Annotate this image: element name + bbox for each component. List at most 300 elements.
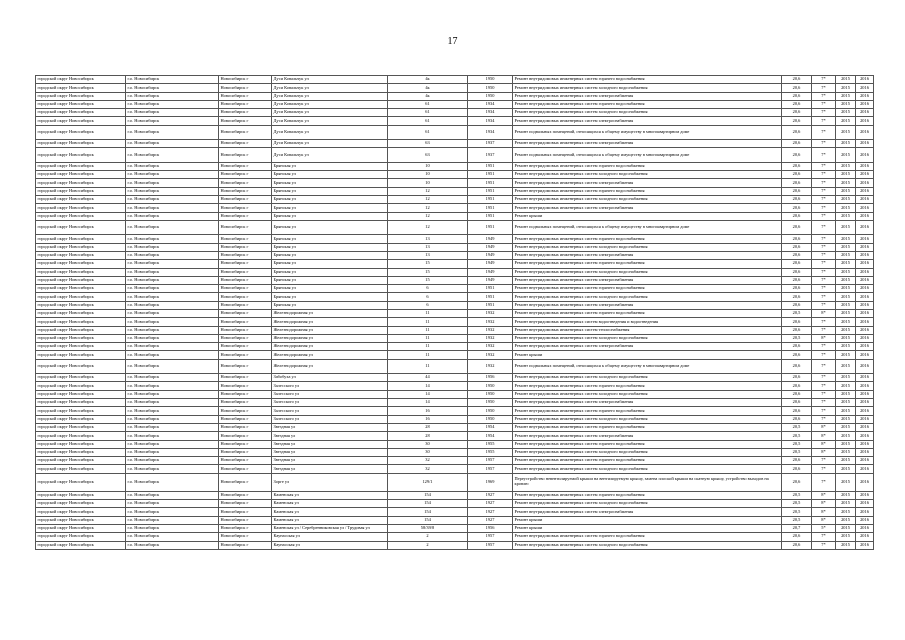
end-year-cell: 2016: [856, 171, 874, 179]
end-year-cell: 2016: [856, 140, 874, 148]
rate-cell: 20,6: [782, 243, 812, 251]
build-year-cell: 1927: [468, 508, 513, 516]
start-year-cell: 2015: [836, 179, 856, 187]
locality-cell: Новосибирск г: [219, 541, 272, 549]
locality-cell: Новосибирск г: [219, 260, 272, 268]
street-cell: Дуси Ковальчук ул: [272, 109, 388, 117]
locality-cell: Новосибирск г: [219, 465, 272, 473]
rate-cell: 20,6: [782, 76, 812, 84]
house-number-cell: 154: [388, 491, 468, 499]
work-type-cell: Ремонт внутридомовых инженерных систем горячего водоснабжения: [513, 457, 782, 465]
house-number-cell: 16: [388, 407, 468, 415]
start-year-cell: 2015: [836, 415, 856, 423]
district-cell: г.о. Новосибирск: [126, 351, 219, 359]
municipality-cell: городской округ Новосибирск: [36, 276, 126, 284]
municipality-cell: городской округ Новосибирск: [36, 235, 126, 243]
house-number-cell: 28: [388, 423, 468, 431]
municipality-cell: городской округ Новосибирск: [36, 533, 126, 541]
work-type-cell: Ремонт внутридомовых инженерных систем электроснабжения: [513, 140, 782, 148]
district-cell: г.о. Новосибирск: [126, 407, 219, 415]
house-number-cell: 30: [388, 448, 468, 456]
build-year-cell: 1934: [468, 117, 513, 125]
table-row: [36, 179, 874, 187]
street-cell: Железнодорожная ул: [272, 318, 388, 326]
locality-cell: Новосибирск г: [219, 148, 272, 162]
street-cell: Железнодорожная ул: [272, 359, 388, 373]
street-cell: Брянская ул: [272, 171, 388, 179]
district-cell: г.о. Новосибирск: [126, 251, 219, 259]
start-year-cell: 2015: [836, 243, 856, 251]
indicator-cell: 7*: [812, 171, 836, 179]
table-row: [36, 473, 874, 491]
rate-cell: 20,5: [782, 423, 812, 431]
municipality-cell: городской округ Новосибирск: [36, 285, 126, 293]
municipality-cell: городской округ Новосибирск: [36, 220, 126, 234]
municipality-cell: городской округ Новосибирск: [36, 171, 126, 179]
table-row: [36, 448, 874, 456]
district-cell: г.о. Новосибирск: [126, 310, 219, 318]
municipality-cell: городской округ Новосибирск: [36, 148, 126, 162]
start-year-cell: 2015: [836, 465, 856, 473]
district-cell: г.о. Новосибирск: [126, 117, 219, 125]
locality-cell: Новосибирск г: [219, 415, 272, 423]
end-year-cell: 2016: [856, 415, 874, 423]
house-number-cell: 6: [388, 285, 468, 293]
district-cell: г.о. Новосибирск: [126, 235, 219, 243]
locality-cell: Новосибирск г: [219, 117, 272, 125]
street-cell: Дуси Ковальчук ул: [272, 76, 388, 84]
start-year-cell: 2015: [836, 374, 856, 382]
house-number-cell: 63: [388, 140, 468, 148]
locality-cell: Новосибирск г: [219, 473, 272, 491]
municipality-cell: городской округ Новосибирск: [36, 491, 126, 499]
house-number-cell: 11: [388, 343, 468, 351]
district-cell: г.о. Новосибирск: [126, 187, 219, 195]
municipality-cell: городской округ Новосибирск: [36, 84, 126, 92]
house-number-cell: 28: [388, 432, 468, 440]
build-year-cell: 1950: [468, 84, 513, 92]
municipality-cell: городской округ Новосибирск: [36, 318, 126, 326]
indicator-cell: 7*: [812, 212, 836, 220]
end-year-cell: 2016: [856, 500, 874, 508]
end-year-cell: 2016: [856, 473, 874, 491]
district-cell: г.о. Новосибирск: [126, 491, 219, 499]
district-cell: г.о. Новосибирск: [126, 524, 219, 532]
locality-cell: Новосибирск г: [219, 293, 272, 301]
build-year-cell: 1951: [468, 293, 513, 301]
municipality-cell: городской округ Новосибирск: [36, 465, 126, 473]
build-year-cell: 1949: [468, 276, 513, 284]
table-row: [36, 415, 874, 423]
municipality-cell: городской округ Новосибирск: [36, 187, 126, 195]
table-row: [36, 140, 874, 148]
locality-cell: Новосибирск г: [219, 196, 272, 204]
locality-cell: Новосибирск г: [219, 162, 272, 170]
indicator-cell: 7*: [812, 301, 836, 309]
rate-cell: 20,6: [782, 268, 812, 276]
rate-cell: 20,6: [782, 399, 812, 407]
district-cell: г.о. Новосибирск: [126, 179, 219, 187]
district-cell: г.о. Новосибирск: [126, 220, 219, 234]
street-cell: Брянская ул: [272, 220, 388, 234]
locality-cell: Новосибирск г: [219, 533, 272, 541]
work-type-cell: Ремонт внутридомовых инженерных систем холодного водоснабжения: [513, 171, 782, 179]
build-year-cell: 1932: [468, 334, 513, 342]
table-row: [36, 310, 874, 318]
locality-cell: Новосибирск г: [219, 359, 272, 373]
end-year-cell: 2016: [856, 212, 874, 220]
municipality-cell: городской округ Новосибирск: [36, 125, 126, 139]
build-year-cell: 1951: [468, 212, 513, 220]
table-row: [36, 162, 874, 170]
end-year-cell: 2016: [856, 179, 874, 187]
indicator-cell: 7*: [812, 260, 836, 268]
table-row: [36, 251, 874, 259]
table-row: [36, 260, 874, 268]
street-cell: Железнодорожная ул: [272, 310, 388, 318]
locality-cell: Новосибирск г: [219, 243, 272, 251]
district-cell: г.о. Новосибирск: [126, 415, 219, 423]
work-type-cell: Ремонт внутридомовых инженерных систем электроснабжения: [513, 508, 782, 516]
end-year-cell: 2016: [856, 423, 874, 431]
municipality-cell: городской округ Новосибирск: [36, 301, 126, 309]
locality-cell: Новосибирск г: [219, 251, 272, 259]
locality-cell: Новосибирск г: [219, 109, 272, 117]
locality-cell: Новосибирск г: [219, 276, 272, 284]
end-year-cell: 2016: [856, 204, 874, 212]
municipality-cell: городской округ Новосибирск: [36, 260, 126, 268]
locality-cell: Новосибирск г: [219, 440, 272, 448]
work-type-cell: Ремонт внутридомовых инженерных систем горячего водоснабжения: [513, 76, 782, 84]
start-year-cell: 2015: [836, 508, 856, 516]
district-cell: г.о. Новосибирск: [126, 440, 219, 448]
work-type-cell: Ремонт крыши: [513, 524, 782, 532]
rate-cell: 20,6: [782, 260, 812, 268]
street-cell: Залесского ул: [272, 382, 388, 390]
build-year-cell: 1950: [468, 407, 513, 415]
district-cell: г.о. Новосибирск: [126, 109, 219, 117]
indicator-cell: 8*: [812, 432, 836, 440]
indicator-cell: 5*: [812, 524, 836, 532]
district-cell: г.о. Новосибирск: [126, 343, 219, 351]
rate-cell: 20,7: [782, 524, 812, 532]
work-type-cell: Ремонт внутридомовых инженерных систем холодного водоснабжения: [513, 109, 782, 117]
rate-cell: 20,5: [782, 508, 812, 516]
indicator-cell: 7*: [812, 541, 836, 549]
street-cell: Брянская ул: [272, 251, 388, 259]
district-cell: г.о. Новосибирск: [126, 318, 219, 326]
end-year-cell: 2016: [856, 76, 874, 84]
locality-cell: Новосибирск г: [219, 268, 272, 276]
district-cell: г.о. Новосибирск: [126, 334, 219, 342]
street-cell: Брянская ул: [272, 235, 388, 243]
indicator-cell: 7*: [812, 92, 836, 100]
indicator-cell: 7*: [812, 276, 836, 284]
work-type-cell: Ремонт внутридомовых инженерных систем горячего водоснабжения: [513, 440, 782, 448]
end-year-cell: 2016: [856, 196, 874, 204]
end-year-cell: 2016: [856, 251, 874, 259]
work-type-cell: Ремонт внутридомовых инженерных систем электроснабжения: [513, 301, 782, 309]
district-cell: г.о. Новосибирск: [126, 260, 219, 268]
build-year-cell: 1932: [468, 351, 513, 359]
municipality-cell: городской округ Новосибирск: [36, 243, 126, 251]
end-year-cell: 2016: [856, 407, 874, 415]
end-year-cell: 2016: [856, 508, 874, 516]
street-cell: Каменская ул: [272, 516, 388, 524]
indicator-cell: 7*: [812, 117, 836, 125]
house-number-cell: 63: [388, 148, 468, 162]
district-cell: г.о. Новосибирск: [126, 390, 219, 398]
locality-cell: Новосибирск г: [219, 204, 272, 212]
table-row: [36, 84, 874, 92]
rate-cell: 20,5: [782, 516, 812, 524]
end-year-cell: 2016: [856, 541, 874, 549]
indicator-cell: 7*: [812, 318, 836, 326]
district-cell: г.о. Новосибирск: [126, 125, 219, 139]
start-year-cell: 2015: [836, 500, 856, 508]
rate-cell: 20,6: [782, 204, 812, 212]
start-year-cell: 2015: [836, 92, 856, 100]
end-year-cell: 2016: [856, 382, 874, 390]
house-number-cell: 15: [388, 268, 468, 276]
street-cell: Залесского ул: [272, 415, 388, 423]
table-row: [36, 399, 874, 407]
work-type-cell: Ремонт внутридомовых инженерных систем теплоснабжения: [513, 326, 782, 334]
end-year-cell: 2016: [856, 440, 874, 448]
district-cell: г.о. Новосибирск: [126, 326, 219, 334]
house-number-cell: 32: [388, 465, 468, 473]
indicator-cell: 8*: [812, 500, 836, 508]
end-year-cell: 2016: [856, 301, 874, 309]
build-year-cell: 1949: [468, 268, 513, 276]
rate-cell: 20,6: [782, 541, 812, 549]
indicator-cell: 7*: [812, 243, 836, 251]
municipality-cell: городской округ Новосибирск: [36, 212, 126, 220]
house-number-cell: 129/1: [388, 473, 468, 491]
municipality-cell: городской округ Новосибирск: [36, 524, 126, 532]
start-year-cell: 2015: [836, 440, 856, 448]
work-type-cell: Ремонт внутридомовых инженерных систем электроснабжения: [513, 117, 782, 125]
indicator-cell: 7*: [812, 268, 836, 276]
municipality-cell: городской округ Новосибирск: [36, 92, 126, 100]
street-cell: Залесского ул: [272, 399, 388, 407]
build-year-cell: 1957: [468, 465, 513, 473]
indicator-cell: 7*: [812, 293, 836, 301]
district-cell: г.о. Новосибирск: [126, 268, 219, 276]
street-cell: Звездная ул: [272, 423, 388, 431]
rate-cell: 20,6: [782, 100, 812, 108]
municipality-cell: городской округ Новосибирск: [36, 473, 126, 491]
street-cell: Брянская ул: [272, 212, 388, 220]
page-number: 17: [447, 36, 458, 47]
build-year-cell: 1954: [468, 423, 513, 431]
end-year-cell: 2016: [856, 92, 874, 100]
street-cell: Железнодорожная ул: [272, 343, 388, 351]
start-year-cell: 2015: [836, 117, 856, 125]
district-cell: г.о. Новосибирск: [126, 84, 219, 92]
work-type-cell: Ремонт внутридомовых инженерных систем холодного водоснабжения: [513, 465, 782, 473]
indicator-cell: 7*: [812, 204, 836, 212]
start-year-cell: 2015: [836, 359, 856, 373]
municipality-cell: городской округ Новосибирск: [36, 359, 126, 373]
house-number-cell: 12: [388, 220, 468, 234]
build-year-cell: 1949: [468, 243, 513, 251]
indicator-cell: 7*: [812, 100, 836, 108]
start-year-cell: 2015: [836, 171, 856, 179]
build-year-cell: 1949: [468, 260, 513, 268]
build-year-cell: 1951: [468, 204, 513, 212]
work-type-cell: Ремонт внутридомовых инженерных систем горячего водоснабжения: [513, 235, 782, 243]
house-number-cell: 154: [388, 500, 468, 508]
build-year-cell: 1934: [468, 125, 513, 139]
table-row: [36, 541, 874, 549]
table-row: [36, 187, 874, 195]
house-number-cell: 12: [388, 212, 468, 220]
start-year-cell: 2015: [836, 351, 856, 359]
end-year-cell: 2016: [856, 84, 874, 92]
build-year-cell: 1927: [468, 491, 513, 499]
indicator-cell: 7*: [812, 187, 836, 195]
municipality-cell: городской округ Новосибирск: [36, 390, 126, 398]
rate-cell: 20,6: [782, 276, 812, 284]
municipality-cell: городской округ Новосибирск: [36, 140, 126, 148]
indicator-cell: 7*: [812, 179, 836, 187]
start-year-cell: 2015: [836, 382, 856, 390]
street-cell: Каменская ул: [272, 491, 388, 499]
rate-cell: 20,6: [782, 162, 812, 170]
district-cell: г.о. Новосибирск: [126, 285, 219, 293]
table-row: [36, 508, 874, 516]
build-year-cell: 1969: [468, 473, 513, 491]
table-row: [36, 524, 874, 532]
table-row: [36, 100, 874, 108]
street-cell: Железнодорожная ул: [272, 351, 388, 359]
indicator-cell: 7*: [812, 220, 836, 234]
street-cell: Дуси Ковальчук ул: [272, 148, 388, 162]
rate-cell: 20,6: [782, 407, 812, 415]
build-year-cell: 1932: [468, 318, 513, 326]
work-type-cell: Ремонт подвальных помещений, относящихся к общему имуществу в многоквартирном доме: [513, 148, 782, 162]
build-year-cell: 1951: [468, 162, 513, 170]
house-number-cell: 4к: [388, 92, 468, 100]
start-year-cell: 2015: [836, 76, 856, 84]
start-year-cell: 2015: [836, 473, 856, 491]
municipality-cell: городской округ Новосибирск: [36, 293, 126, 301]
start-year-cell: 2015: [836, 390, 856, 398]
start-year-cell: 2015: [836, 491, 856, 499]
indicator-cell: 7*: [812, 399, 836, 407]
rate-cell: 20,6: [782, 382, 812, 390]
build-year-cell: 1934: [468, 100, 513, 108]
table-row: [36, 293, 874, 301]
indicator-cell: 7*: [812, 465, 836, 473]
street-cell: Дуси Ковальчук ул: [272, 140, 388, 148]
district-cell: г.о. Новосибирск: [126, 243, 219, 251]
build-year-cell: 1949: [468, 251, 513, 259]
street-cell: Дуси Ковальчук ул: [272, 100, 388, 108]
end-year-cell: 2016: [856, 448, 874, 456]
rate-cell: 20,6: [782, 212, 812, 220]
rate-cell: 20,6: [782, 293, 812, 301]
locality-cell: Новосибирск г: [219, 524, 272, 532]
work-type-cell: Ремонт внутридомовых инженерных систем холодного водоснабжения: [513, 415, 782, 423]
end-year-cell: 2016: [856, 524, 874, 532]
rate-cell: 20,5: [782, 491, 812, 499]
street-cell: Дуси Ковальчук ул: [272, 117, 388, 125]
rate-cell: 20,6: [782, 285, 812, 293]
end-year-cell: 2016: [856, 374, 874, 382]
start-year-cell: 2015: [836, 285, 856, 293]
street-cell: Звездная ул: [272, 432, 388, 440]
end-year-cell: 2016: [856, 235, 874, 243]
rate-cell: 20,6: [782, 326, 812, 334]
rate-cell: 20,6: [782, 179, 812, 187]
end-year-cell: 2016: [856, 457, 874, 465]
table-row: [36, 382, 874, 390]
start-year-cell: 2015: [836, 140, 856, 148]
start-year-cell: 2015: [836, 220, 856, 234]
indicator-cell: 7*: [812, 343, 836, 351]
street-cell: Дуси Ковальчук ул: [272, 84, 388, 92]
district-cell: г.о. Новосибирск: [126, 382, 219, 390]
work-type-cell: Ремонт внутридомовых инженерных систем электроснабжения: [513, 204, 782, 212]
district-cell: г.о. Новосибирск: [126, 374, 219, 382]
district-cell: г.о. Новосибирск: [126, 423, 219, 431]
end-year-cell: 2016: [856, 465, 874, 473]
table-row: [36, 457, 874, 465]
indicator-cell: 7*: [812, 457, 836, 465]
indicator-cell: 7*: [812, 196, 836, 204]
municipality-cell: городской округ Новосибирск: [36, 117, 126, 125]
street-cell: Каменская ул: [272, 508, 388, 516]
house-number-cell: 61: [388, 100, 468, 108]
house-number-cell: 61: [388, 109, 468, 117]
work-type-cell: Ремонт крыши: [513, 351, 782, 359]
locality-cell: Новосибирск г: [219, 310, 272, 318]
street-cell: Залесского ул: [272, 390, 388, 398]
end-year-cell: 2016: [856, 109, 874, 117]
work-type-cell: Ремонт внутридомовых инженерных систем водоотведения и водоотведения: [513, 318, 782, 326]
build-year-cell: 1954: [468, 432, 513, 440]
work-type-cell: Ремонт внутридомовых инженерных систем холодного водоснабжения: [513, 374, 782, 382]
rate-cell: 20,6: [782, 473, 812, 491]
start-year-cell: 2015: [836, 423, 856, 431]
table-row: [36, 407, 874, 415]
house-number-cell: 11: [388, 351, 468, 359]
street-cell: Брянская ул: [272, 293, 388, 301]
locality-cell: Новосибирск г: [219, 457, 272, 465]
municipality-cell: городской округ Новосибирск: [36, 268, 126, 276]
start-year-cell: 2015: [836, 276, 856, 284]
start-year-cell: 2015: [836, 334, 856, 342]
indicator-cell: 7*: [812, 84, 836, 92]
table-row: [36, 92, 874, 100]
start-year-cell: 2015: [836, 448, 856, 456]
locality-cell: Новосибирск г: [219, 84, 272, 92]
start-year-cell: 2015: [836, 162, 856, 170]
locality-cell: Новосибирск г: [219, 92, 272, 100]
rate-cell: 20,6: [782, 533, 812, 541]
locality-cell: Новосибирск г: [219, 508, 272, 516]
rate-cell: 20,5: [782, 500, 812, 508]
table-row: [36, 334, 874, 342]
build-year-cell: 1950: [468, 415, 513, 423]
municipality-cell: городской округ Новосибирск: [36, 76, 126, 84]
start-year-cell: 2015: [836, 235, 856, 243]
start-year-cell: 2015: [836, 524, 856, 532]
work-type-cell: Ремонт внутридомовых инженерных систем холодного водоснабжения: [513, 541, 782, 549]
build-year-cell: 1951: [468, 171, 513, 179]
